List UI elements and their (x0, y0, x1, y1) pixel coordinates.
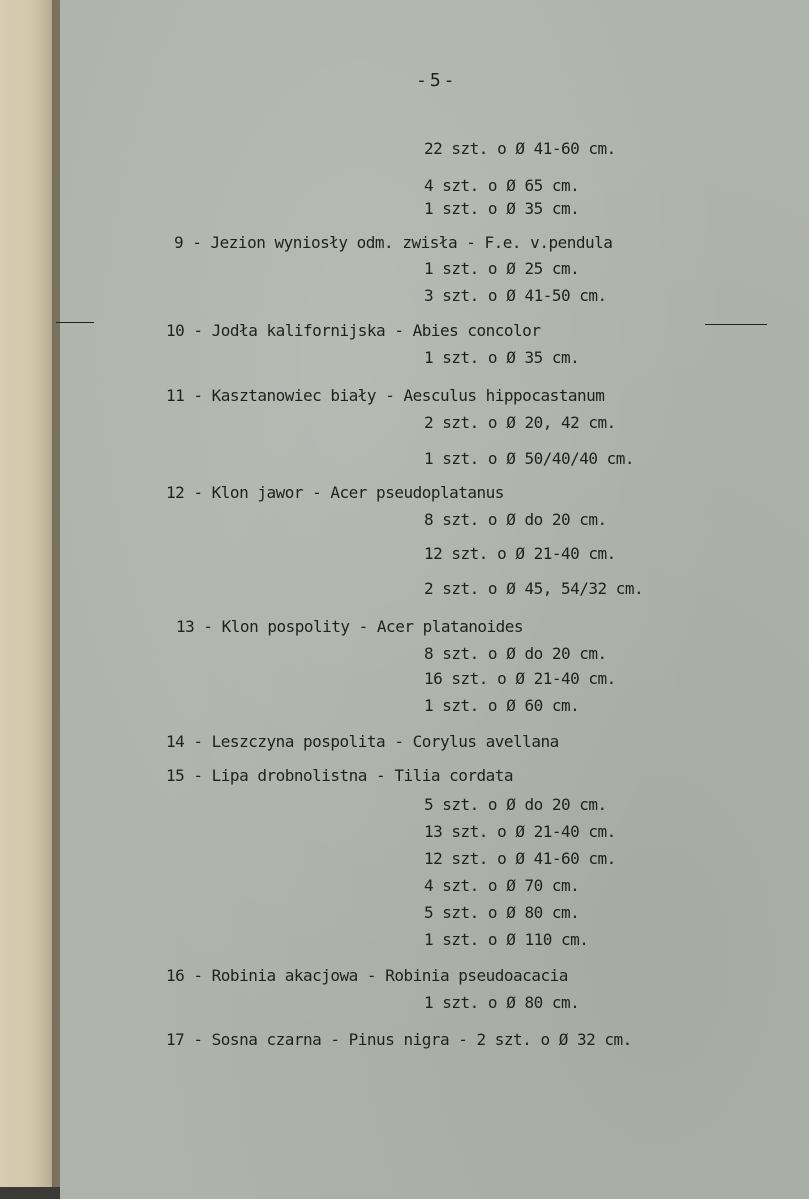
text-line: 13 - Klon pospolity - Acer platanoides (176, 617, 524, 636)
text-line: 10 - Jodła kalifornijska - Abies concolor (166, 321, 541, 340)
text-line: 15 - Lipa drobnolistna - Tilia cordata (166, 766, 514, 785)
text-line: 8 szt. o Ø do 20 cm. (424, 510, 607, 529)
page-number: -5- (416, 70, 458, 91)
text-line: 8 szt. o Ø do 20 cm. (424, 644, 607, 663)
text-line: 1 szt. o Ø 80 cm. (424, 993, 580, 1012)
text-line: 1 szt. o Ø 35 cm. (424, 348, 580, 367)
text-line: 12 - Klon jawor - Acer pseudoplatanus (166, 483, 504, 502)
text-line: 14 - Leszczyna pospolita - Corylus avellana (166, 732, 559, 751)
text-line: 17 - Sosna czarna - Pinus nigra - 2 szt. o Ø 32 cm. (166, 1030, 632, 1049)
binding-bottom-edge (0, 1187, 66, 1199)
text-line: 4 szt. o Ø 65 cm. (424, 176, 580, 195)
text-line: 4 szt. o Ø 70 cm. (424, 876, 580, 895)
text-line: 1 szt. o Ø 60 cm. (424, 696, 580, 715)
text-line: 13 szt. o Ø 21-40 cm. (424, 822, 616, 841)
text-line: 12 szt. o Ø 41-60 cm. (424, 849, 616, 868)
text-line: 5 szt. o Ø do 20 cm. (424, 795, 607, 814)
text-line: 3 szt. o Ø 41-50 cm. (424, 286, 607, 305)
text-line: 1 szt. o Ø 35 cm. (424, 199, 580, 218)
text-line: 12 szt. o Ø 21-40 cm. (424, 544, 616, 563)
text-line: 5 szt. o Ø 80 cm. (424, 903, 580, 922)
text-line: 22 szt. o Ø 41-60 cm. (424, 139, 616, 158)
margin-mark-right (705, 324, 767, 325)
text-line: 16 szt. o Ø 21-40 cm. (424, 669, 616, 688)
text-line: 16 - Robinia akacjowa - Robinia pseudoacacia (166, 966, 568, 985)
margin-mark-left (56, 322, 94, 323)
text-line: 9 - Jezion wyniosły odm. zwisła - F.e. v.pendula (174, 233, 613, 252)
binding-edge (0, 0, 60, 1199)
text-line: 1 szt. o Ø 25 cm. (424, 259, 580, 278)
text-line: 1 szt. o Ø 110 cm. (424, 930, 589, 949)
text-line: 11 - Kasztanowiec biały - Aesculus hippocastanum (166, 386, 605, 405)
text-line: 1 szt. o Ø 50/40/40 cm. (424, 449, 635, 468)
text-line: 2 szt. o Ø 20, 42 cm. (424, 413, 616, 432)
text-line: 2 szt. o Ø 45, 54/32 cm. (424, 579, 644, 598)
